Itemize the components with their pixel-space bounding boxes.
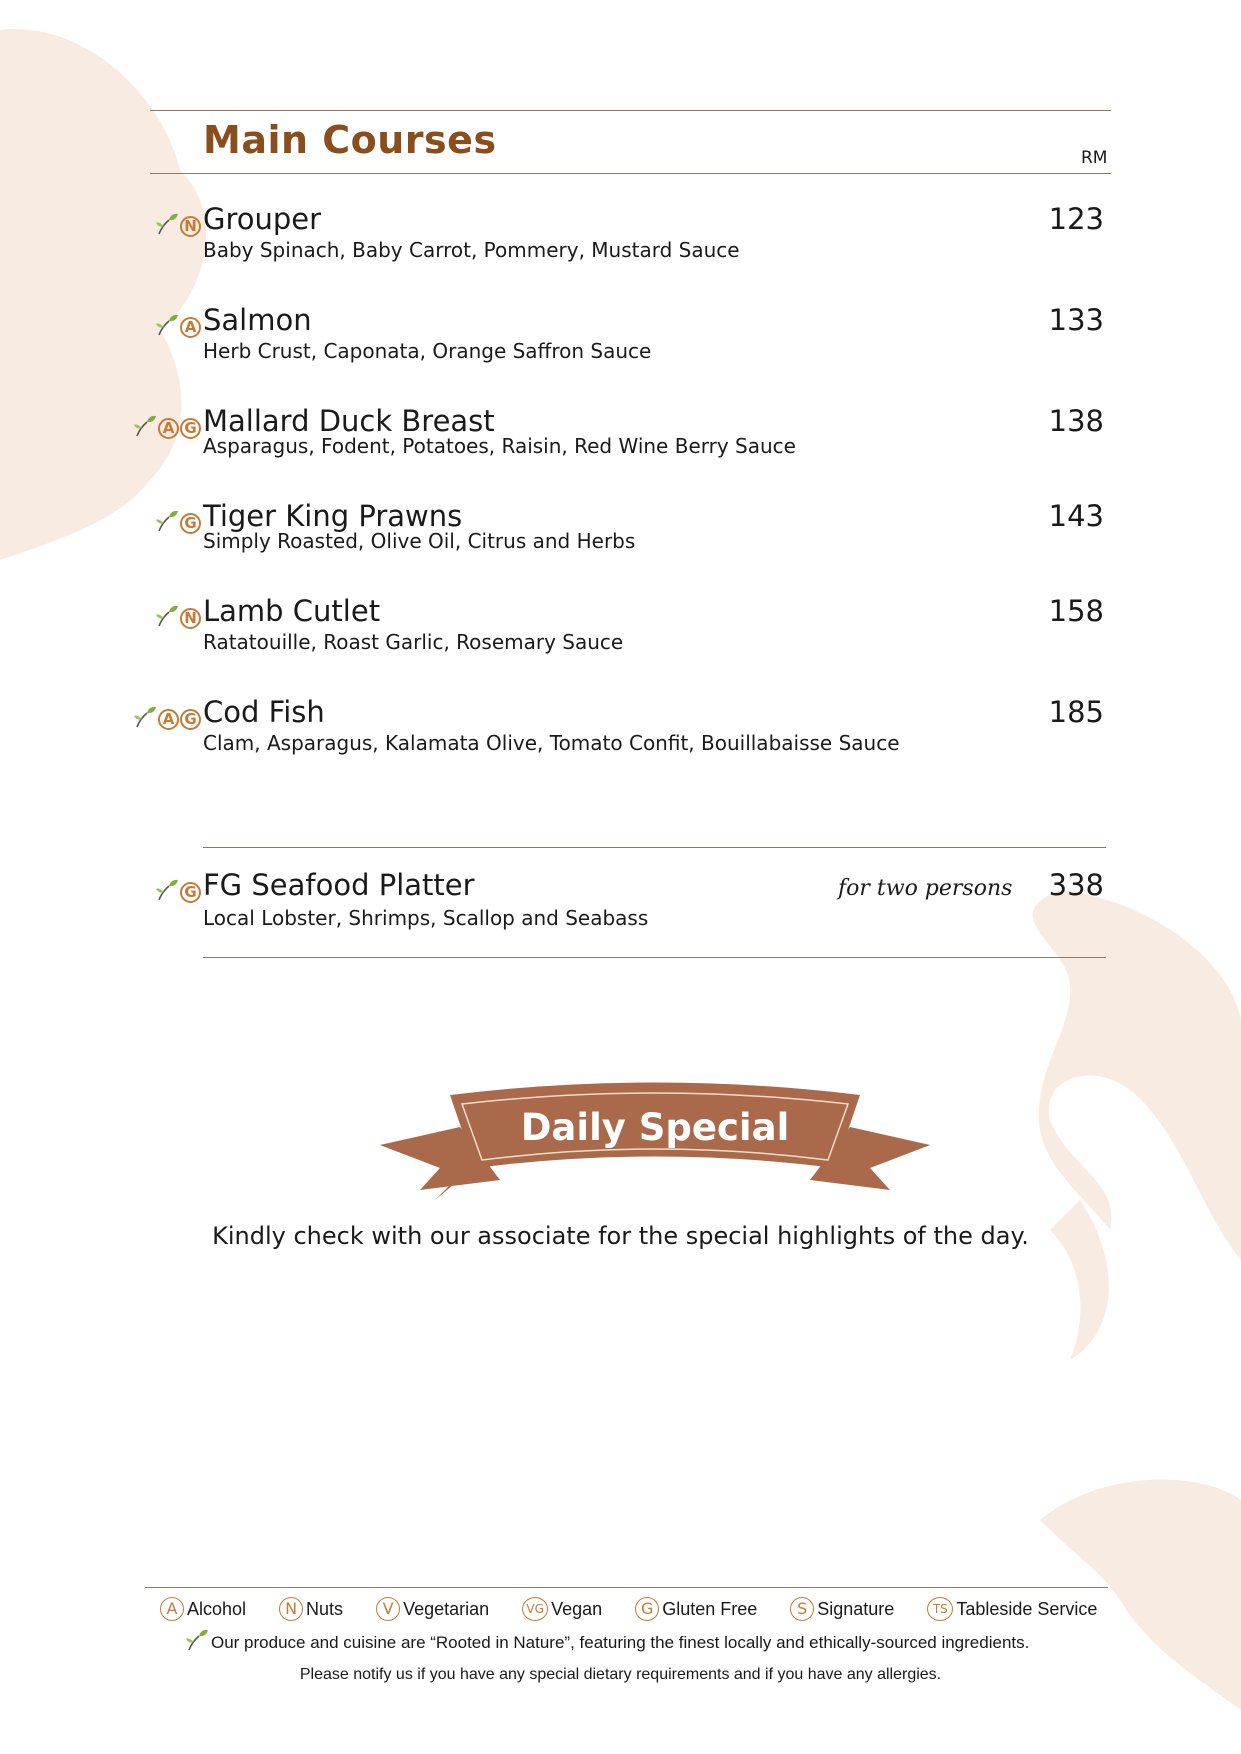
badge-g-icon: G xyxy=(180,882,201,903)
dietary-legend xyxy=(160,1597,1097,1621)
rooted-note-text: Our produce and cuisine are “Rooted in Nature”, featuring the finest locally and ethically-sourced ingredients. xyxy=(211,1632,1030,1652)
badge-n-icon: N xyxy=(180,608,201,629)
platter-icons xyxy=(155,878,201,906)
badge-s-icon: S xyxy=(790,1597,814,1621)
legend-label: Nuts xyxy=(306,1598,344,1619)
daily-special-banner xyxy=(380,1080,930,1205)
rooted-note xyxy=(185,1628,1029,1657)
menu-item-icons xyxy=(155,604,201,632)
legend-label: Tableside Service xyxy=(956,1598,1098,1619)
badge-a-icon: A xyxy=(158,709,179,730)
sprout-icon xyxy=(185,1628,209,1657)
legend-item xyxy=(790,1597,894,1621)
badge-a-icon: A xyxy=(158,418,179,439)
platter-description: Local Lobster, Shrimps, Scallop and Seabass xyxy=(203,906,649,930)
sprout-icon xyxy=(155,604,179,632)
badge-n-icon: N xyxy=(279,1597,303,1621)
badge-ts-icon: TS xyxy=(927,1597,953,1621)
menu-item-icons xyxy=(155,212,201,240)
sprout-icon xyxy=(155,878,179,906)
menu-item-icons xyxy=(133,705,201,733)
menu-item-price: 123 xyxy=(1048,202,1104,236)
sprout-icon xyxy=(133,414,157,442)
menu-item-description: Clam, Asparagus, Kalamata Olive, Tomato Confit, Bouillabaisse Sauce xyxy=(203,731,900,755)
legend-label: Signature xyxy=(817,1598,895,1619)
menu-item-price: 158 xyxy=(1048,594,1104,628)
menu-item-name: Lamb Cutlet xyxy=(203,594,381,628)
legend-item xyxy=(522,1597,602,1621)
page-title: Main Courses xyxy=(203,118,497,162)
menu-item-name: Cod Fish xyxy=(203,695,325,729)
daily-special-text: Kindly check with our associate for the special highlights of the day. xyxy=(212,1222,1029,1250)
menu-item xyxy=(0,695,1241,775)
menu-item-name: Salmon xyxy=(203,303,312,337)
footer-divider xyxy=(145,1587,1108,1588)
legend-item xyxy=(927,1597,1097,1621)
badge-vg-icon: VG xyxy=(522,1597,548,1621)
menu-item xyxy=(0,404,1241,484)
badge-a-icon: A xyxy=(180,317,201,338)
legend-label: Alcohol xyxy=(187,1598,247,1619)
menu-item xyxy=(0,303,1241,383)
badge-a-icon: A xyxy=(160,1597,184,1621)
menu-item-description: Ratatouille, Roast Garlic, Rosemary Sauce xyxy=(203,630,624,654)
platter-top-divider xyxy=(203,847,1106,848)
platter-price: 338 xyxy=(1048,868,1104,902)
menu-item-description: Asparagus, Fodent, Potatoes, Raisin, Red Wine Berry Sauce xyxy=(203,434,796,458)
badge-n-icon: N xyxy=(180,216,201,237)
menu-item-name: Mallard Duck Breast xyxy=(203,404,495,438)
menu-item-description: Herb Crust, Caponata, Orange Saffron Sauce xyxy=(203,339,652,363)
platter-name: FG Seafood Platter xyxy=(203,868,475,902)
legend-label: Vegan xyxy=(551,1598,603,1619)
menu-item-price: 143 xyxy=(1048,499,1104,533)
header-divider xyxy=(150,173,1111,174)
menu-item-price: 133 xyxy=(1048,303,1104,337)
badge-g-icon: G xyxy=(180,418,201,439)
badge-g-icon: G xyxy=(635,1597,659,1621)
legend-item xyxy=(635,1597,757,1621)
legend-item xyxy=(376,1597,489,1621)
platter-item xyxy=(0,868,1241,948)
menu-item-name: Tiger King Prawns xyxy=(203,499,463,533)
platter-bottom-divider xyxy=(203,957,1106,958)
menu-item xyxy=(0,594,1241,674)
legend-label: Vegetarian xyxy=(403,1598,490,1619)
menu-item xyxy=(0,499,1241,579)
sprout-icon xyxy=(133,705,157,733)
sprout-icon xyxy=(155,212,179,240)
menu-item-icons xyxy=(155,509,201,537)
platter-serving-note: for two persons xyxy=(838,876,1013,901)
badge-g-icon: G xyxy=(180,513,201,534)
sprout-icon xyxy=(155,509,179,537)
badge-v-icon: V xyxy=(376,1597,400,1621)
allergy-note: Please notify us if you have any special dietary requirements and if you have any allergies. xyxy=(299,1666,942,1683)
sprout-icon xyxy=(155,313,179,341)
menu-item-name: Grouper xyxy=(203,202,322,236)
menu-item xyxy=(0,202,1241,282)
legend-item xyxy=(160,1597,246,1621)
badge-g-icon: G xyxy=(180,709,201,730)
daily-special-title: Daily Special xyxy=(520,1106,790,1149)
menu-item-price: 185 xyxy=(1048,695,1104,729)
menu-item-icons xyxy=(133,414,201,442)
menu-item-description: Simply Roasted, Olive Oil, Citrus and Herbs xyxy=(203,529,636,553)
menu-item-icons xyxy=(155,313,201,341)
menu-item-description: Baby Spinach, Baby Carrot, Pommery, Mustard Sauce xyxy=(203,238,740,262)
top-divider xyxy=(150,110,1111,111)
currency-label: RM xyxy=(1081,148,1108,168)
legend-label: Gluten Free xyxy=(662,1598,758,1619)
legend-item xyxy=(279,1597,343,1621)
menu-item-price: 138 xyxy=(1048,404,1104,438)
